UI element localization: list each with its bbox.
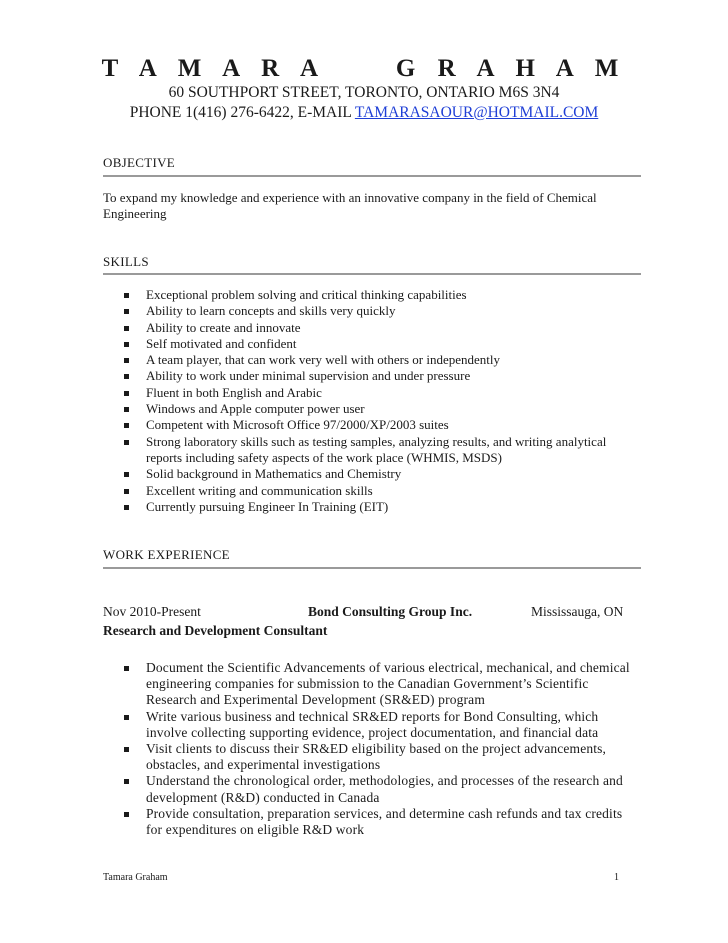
email-link[interactable]: TAMARASAOUR@HOTMAIL.COM — [354, 104, 599, 121]
skill-item-text: Ability to learn concepts and skills very quickly — [146, 303, 396, 319]
square-bullet-icon — [124, 342, 129, 347]
skill-item — [121, 417, 641, 433]
square-bullet-icon — [124, 440, 129, 445]
skill-item-text: Ability to work under minimal supervision and under pressure — [146, 368, 471, 384]
skill-item-text: Competent with Microsoft Office 97/2000/XP/2003 suites — [146, 417, 449, 433]
square-bullet-icon — [124, 505, 129, 510]
duty-item — [121, 741, 641, 773]
duty-item — [121, 806, 641, 838]
square-bullet-icon — [124, 374, 129, 379]
skill-item-text: Fluent in both English and Arabic — [146, 384, 322, 400]
skill-item-text: Solid background in Mathematics and Chemistry — [146, 466, 402, 482]
square-bullet-icon — [124, 779, 129, 784]
footer-page-number: 1 — [614, 872, 619, 883]
phone-text: PHONE 1(416) 276-6422, E-MAIL — [129, 104, 355, 121]
square-bullet-icon — [124, 747, 129, 752]
square-bullet-icon — [124, 391, 129, 396]
skill-item — [121, 368, 641, 384]
objective-heading: OBJECTIVE — [103, 155, 176, 170]
skill-item-text: A team player, that can work very well with others or independently — [146, 352, 500, 368]
work-divider — [103, 567, 641, 569]
skill-item-text: Ability to create and innovate — [146, 319, 301, 335]
footer-name: Tamara Graham — [103, 872, 168, 883]
skill-item — [121, 320, 641, 336]
square-bullet-icon — [124, 309, 129, 314]
skill-item — [121, 287, 641, 303]
duty-item — [121, 660, 641, 709]
square-bullet-icon — [124, 715, 129, 720]
address-line: 60 SOUTHPORT STREET, TORONTO, ONTARIO M6S 3N4 — [168, 84, 560, 101]
objective-text: To expand my knowledge and experience with an innovative company in the field of Chemical Engineering — [103, 190, 597, 221]
job-duties-list — [121, 660, 641, 838]
job-company: Bond Consulting Group Inc. — [308, 604, 473, 619]
skill-item-text: Excellent writing and communication skills — [146, 482, 373, 498]
skill-item — [121, 499, 641, 515]
skill-item — [121, 401, 641, 417]
square-bullet-icon — [124, 472, 129, 477]
square-bullet-icon — [124, 326, 129, 331]
skill-item-text: Currently pursuing Engineer In Training (EIT) — [146, 498, 389, 514]
skill-item — [121, 434, 641, 467]
objective-divider — [103, 175, 641, 177]
skill-item — [121, 336, 641, 352]
job-location: Mississauga, ON — [531, 604, 624, 619]
job-title: Research and Development Consultant — [103, 623, 328, 638]
skill-item-text: Exceptional problem solving and critical thinking capabilities — [146, 287, 467, 302]
skill-item — [121, 352, 641, 368]
duty-item-text: Visit clients to discuss their SR&ED eligibility based on the project advancements, obstacles, and experimental investigations — [146, 741, 607, 773]
duty-item — [121, 709, 641, 741]
skill-item-text: Windows and Apple computer power user — [146, 401, 365, 417]
work-heading: WORK EXPERIENCE — [103, 547, 230, 562]
duty-item — [121, 773, 641, 805]
square-bullet-icon — [124, 489, 129, 494]
skill-item — [121, 483, 641, 499]
square-bullet-icon — [124, 812, 129, 817]
duty-item-text: Understand the chronological order, methodologies, and processes of the research and development (R&D) conducted in Canada — [146, 773, 623, 805]
duty-item-text: Write various business and technical SR&ED reports for Bond Consulting, which involve collecting supporting evidence, project documentation, and financial data — [146, 708, 599, 740]
skill-item-text: Self motivated and confident — [146, 335, 297, 351]
skills-list — [121, 287, 641, 515]
skill-item-text: Strong laboratory skills such as testing samples, analyzing results, and writing analytical reports including safety aspects of the work place (WHMIS, MSDS) — [146, 433, 607, 465]
square-bullet-icon — [124, 358, 129, 363]
square-bullet-icon — [124, 407, 129, 412]
skill-item — [121, 466, 641, 482]
square-bullet-icon — [124, 666, 129, 671]
skill-item — [121, 303, 641, 319]
contact-line — [0, 104, 728, 122]
duty-item-text: Provide consultation, preparation services, and determine cash refunds and tax credits for expenditures on eligible R&D work — [146, 805, 623, 838]
square-bullet-icon — [124, 293, 129, 298]
job-dates: Nov 2010-Present — [103, 604, 201, 619]
duty-item-text: Document the Scientific Advancements of various electrical, mechanical, and chemical engineering companies for submission to the Canadian Government’s Scientific Research and Experimental Development (SR&ED) program — [146, 660, 630, 708]
skills-heading: SKILLS — [103, 254, 149, 269]
skills-divider — [103, 273, 641, 275]
candidate-name: T A M A R A G R A H A M — [101, 55, 627, 82]
skill-item — [121, 385, 641, 401]
square-bullet-icon — [124, 423, 129, 428]
